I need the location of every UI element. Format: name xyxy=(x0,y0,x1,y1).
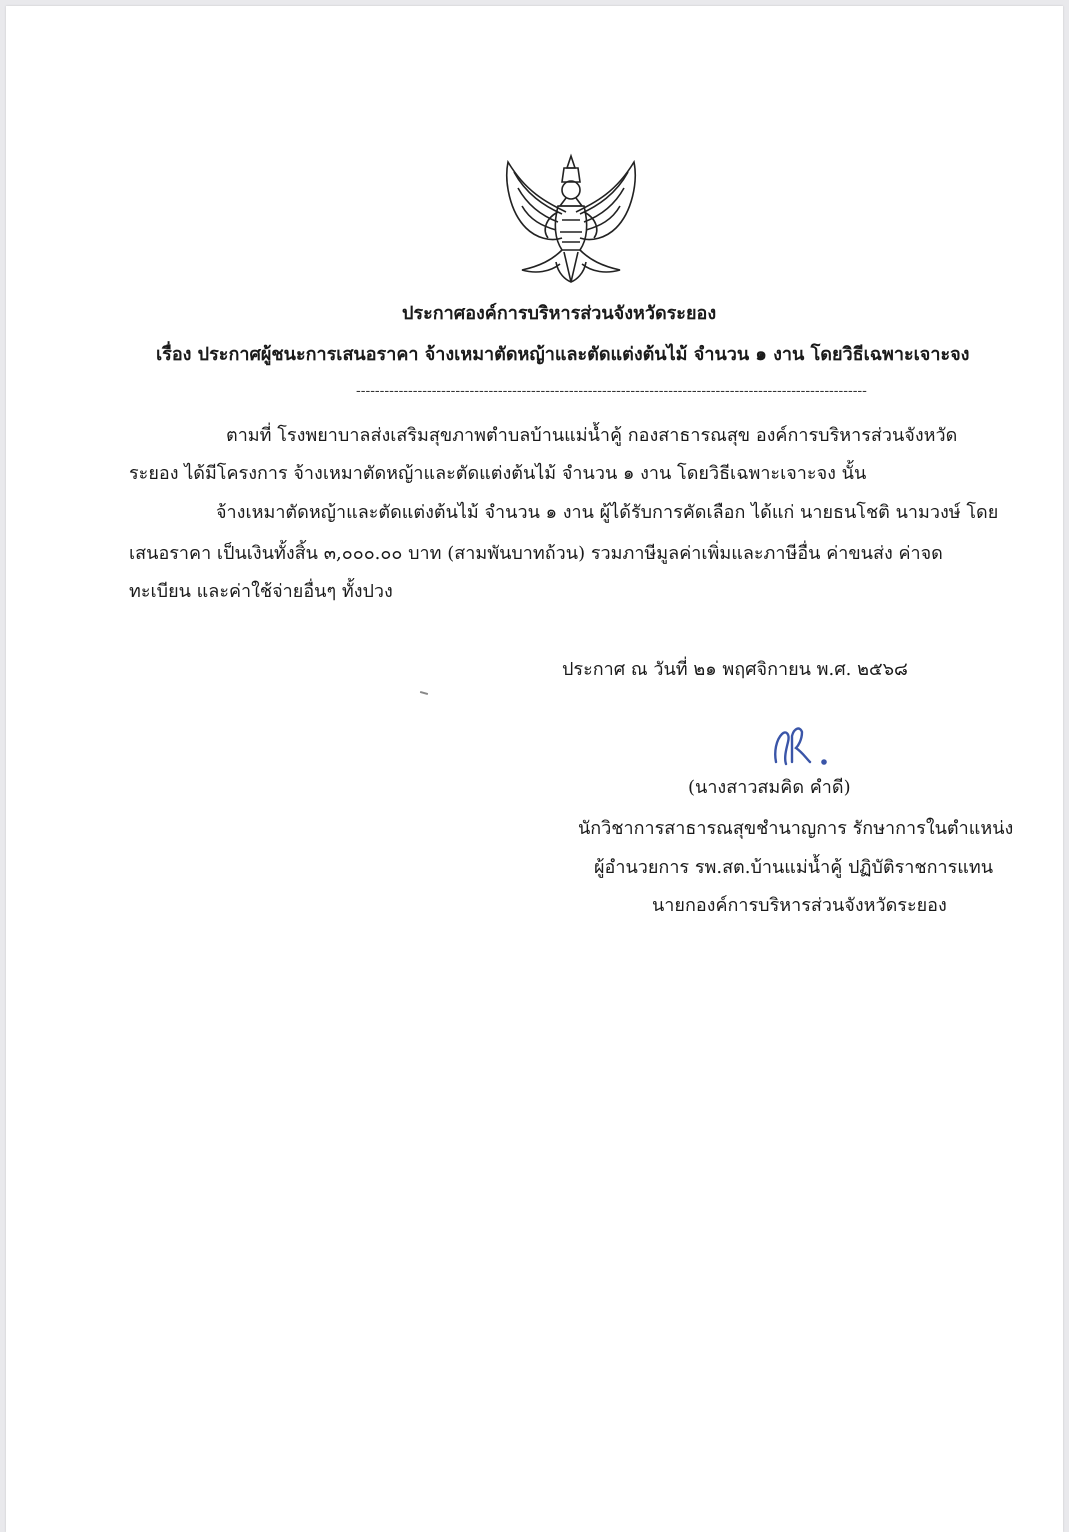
document-page xyxy=(6,6,1063,1532)
signatory-position-3: นายกองค์การบริหารส่วนจังหวัดระยอง xyxy=(652,895,947,916)
paragraph-1-line-2: ระยอง ได้มีโครงการ จ้างเหมาตัดหญ้าและตัดแต่งต้นไม้ จำนวน ๑ งาน โดยวิธีเฉพาะเจาะจง นั้น xyxy=(129,463,867,484)
paragraph-2-line-3: ทะเบียน และค่าใช้จ่ายอื่นๆ ทั้งปวง xyxy=(129,581,393,602)
paragraph-2-line-1: จ้างเหมาตัดหญ้าและตัดแต่งต้นไม้ จำนวน ๑ งาน ผู้ได้รับการคัดเลือก ได้แก่ นายธนโชติ นามวงษ์ โดย xyxy=(216,502,999,523)
signatory-name: (นางสาวสมคิด คำดี) xyxy=(688,777,851,798)
announcement-subject: เรื่อง ประกาศผู้ชนะการเสนอราคา จ้างเหมาตัดหญ้าและตัดแต่งต้นไม้ จำนวน ๑ งาน โดยวิธีเฉพาะเจาะจง xyxy=(156,344,970,365)
garuda-emblem-icon xyxy=(496,142,646,292)
handwritten-signature xyxy=(766,718,836,774)
separator-line: ------------------------------------------------------------------------------------------------------------ xyxy=(356,383,867,399)
announcement-date: ประกาศ ณ วันที่ ๒๑ พฤศจิกายน พ.ศ. ๒๕๖๘ xyxy=(562,659,908,680)
paragraph-2-line-2: เสนอราคา เป็นเงินทั้งสิ้น ๓,๐๐๐.๐๐ บาท (สามพันบาทถ้วน) รวมภาษีมูลค่าเพิ่มและภาษีอื่น ค่าขนส่ง ค่าจด xyxy=(129,543,943,564)
paragraph-1-line-1: ตามที่ โรงพยาบาลส่งเสริมสุขภาพตำบลบ้านแม่น้ำคู้ กองสาธารณสุข องค์การบริหารส่วนจังหวัด xyxy=(226,425,958,446)
signatory-position-1: นักวิชาการสาธารณสุขชำนาญการ รักษาการในตำแหน่ง xyxy=(578,818,1014,839)
signatory-position-2: ผู้อำนวยการ รพ.สต.บ้านแม่น้ำคู้ ปฏิบัติราชการแทน xyxy=(594,857,994,878)
announcement-title: ประกาศองค์การบริหารส่วนจังหวัดระยอง xyxy=(402,303,717,324)
scan-speck xyxy=(420,691,428,695)
